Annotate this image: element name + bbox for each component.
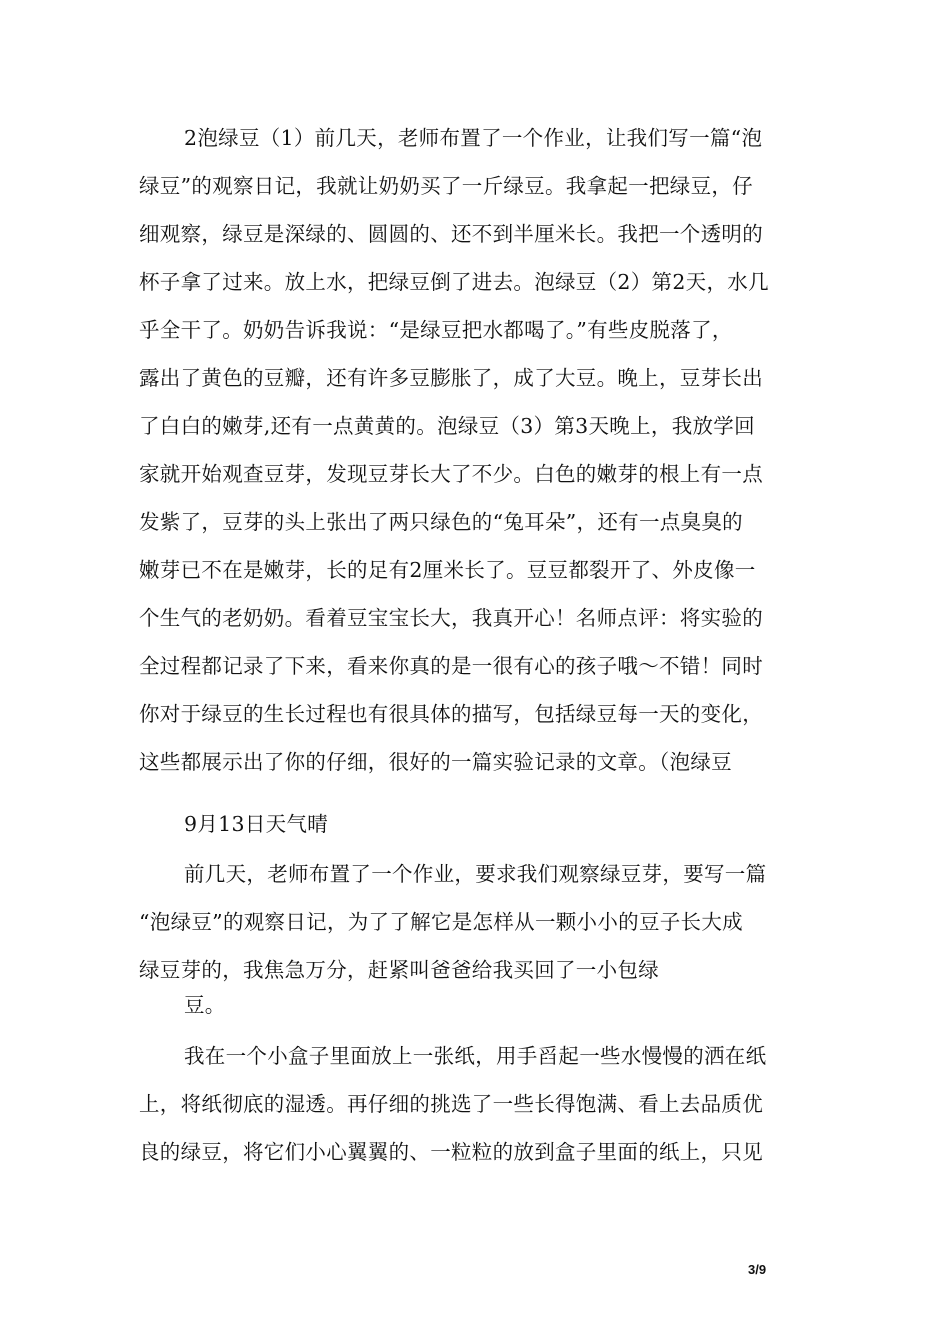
paragraph-line: 前几天，老师布置了一个作业，要求我们观察绿豆芽，要写一篇 (184, 862, 767, 886)
paragraph-line: 这些都展示出了你的仔细，很好的一篇实验记录的文章。（泡绿豆 (139, 750, 732, 774)
date-weather-line: 9月13日天气晴 (184, 812, 329, 836)
paragraph-line: “泡绿豆”的观察日记，为了了解它是怎样从一颗小小的豆子长大成 (139, 910, 743, 934)
paragraph-line: 家就开始观查豆芽，发现豆芽长大了不少。白色的嫩芽的根上有一点 (139, 462, 763, 486)
paragraph-line: 了白白的嫩芽,还有一点黄黄的。泡绿豆（3）第3天晚上，我放学回 (139, 414, 755, 438)
paragraph-line: 良的绿豆，将它们小心翼翼的、一粒粒的放到盒子里面的纸上，只见 (139, 1140, 763, 1164)
paragraph-line: 杯子拿了过来。放上水，把绿豆倒了进去。泡绿豆（2）第2天，水几 (139, 270, 769, 294)
paragraph-line: 乎全干了。奶奶告诉我说：“是绿豆把水都喝了。”有些皮脱落了， (139, 318, 733, 342)
paragraph-line: 上，将纸彻底的湿透。再仔细的挑选了一些长得饱满、看上去品质优 (139, 1092, 763, 1116)
paragraph-line: 细观察，绿豆是深绿的、圆圆的、还不到半厘米长。我把一个透明的 (139, 222, 763, 246)
paragraph-line: 露出了黄色的豆瓣，还有许多豆膨胀了，成了大豆。晚上，豆芽长出 (139, 366, 763, 390)
paragraph-line: 绿豆芽的，我焦急万分，赶紧叫爸爸给我买回了一小包绿 (139, 958, 659, 982)
paragraph-line: 绿豆”的观察日记，我就让奶奶买了一斤绿豆。我拿起一把绿豆，仔 (139, 174, 753, 198)
paragraph-line: 个生气的老奶奶。看着豆宝宝长大，我真开心！名师点评：将实验的 (139, 606, 763, 630)
paragraph-line: 我在一个小盒子里面放上一张纸，用手舀起一些水慢慢的洒在纸 (184, 1044, 767, 1068)
page-number: 3/9 (748, 1262, 767, 1277)
paragraph-line: 豆。 (184, 993, 226, 1017)
paragraph-line: 嫩芽已不在是嫩芽，长的足有2厘米长了。豆豆都裂开了、外皮像一 (139, 558, 756, 582)
paragraph-line: 2泡绿豆（1）前几天，老师布置了一个作业，让我们写一篇“泡 (184, 126, 763, 150)
paragraph-line: 全过程都记录了下来，看来你真的是一很有心的孩子哦〜不错！同时 (139, 654, 763, 678)
paragraph-line: 你对于绿豆的生长过程也有很具体的描写，包括绿豆每一天的变化， (139, 702, 763, 726)
paragraph-line: 发紫了，豆芽的头上张出了两只绿色的“兔耳朵”，还有一点臭臭的 (139, 510, 743, 534)
